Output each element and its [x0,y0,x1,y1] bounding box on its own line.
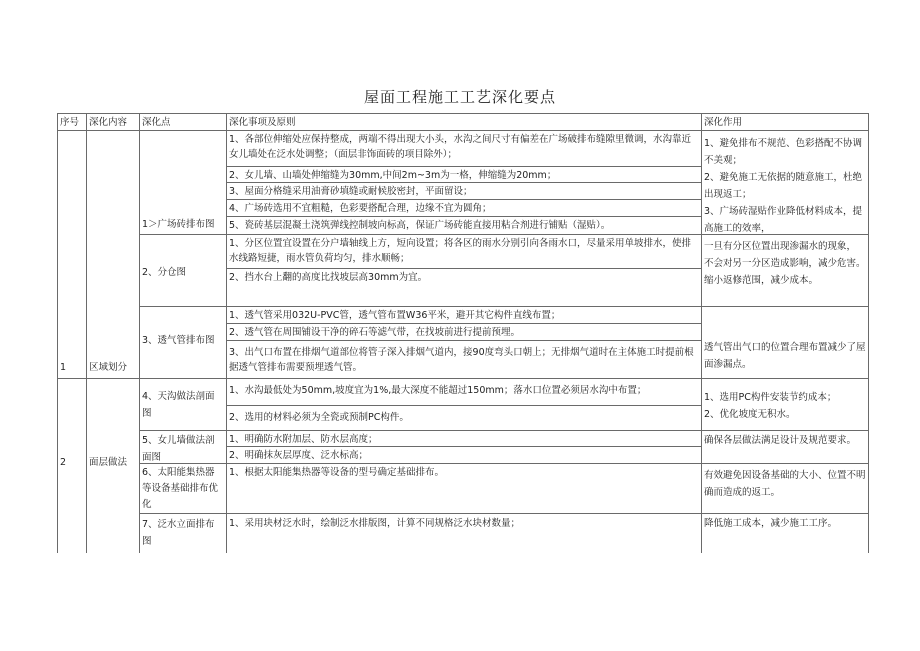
section-seq: 2 [57,379,87,553]
point-cell: 6、太阳能集热器等设备基础排布优化 [140,464,227,514]
header-effect: 深化作用 [702,113,869,131]
point-cell: 4、天沟做法剖面图 [140,379,227,431]
section-seq: 1 [57,131,87,379]
item-row: 1、明确防水附加层、防水层高度； [227,431,702,447]
effect-cell: 1、避免排布不规范、色彩搭配不协调不美观； 2、避免施工无依据的随意施工，杜绝出现返工； 3、广场砖湿贴作业降低材料成本，提高施工的效率， [702,131,869,235]
item-row: 1、采用块材泛水时，绘制泛水排版图，计算不同规格泛水块材数量； [227,514,702,553]
effect-cell: 有效避免因设备基础的大小、位置不明确而造成的返工。 [702,464,869,514]
effect-cell: 一旦有分区位置出现渗漏水的现象， 不会对另一分区造成影响，减少危害。缩小返修范围，减少成本。 [702,235,869,307]
section-content: 面层做法 [87,379,140,553]
item-row: 4、广场砖选用不宜粗糙，色彩要搭配合理，边缘不宜为圆角； [227,200,702,217]
item-row: 2、挡水台上翻的高度比找坡层高30mm为宜。 [227,269,702,307]
point-cell: 2、分仓图 [140,235,227,307]
point-cell: 5、女儿墙做法剖面图 [140,431,227,464]
header-items: 深化事项及原则 [227,113,702,131]
effect-cell: 透气管出气口的位置合理布置减少了屋面渗漏点。 [702,307,869,379]
document-title: 屋面工程施工工艺深化要点 [363,88,556,106]
requirements-table [57,113,869,553]
item-row: 1、水沟最低处为50mm,坡度宜为1%,最大深度不能超过150mm；落水口位置必须居水沟中布置； [227,379,702,406]
header-seq: 序号 [57,113,87,131]
effect-cell: 降低施工成本，减少施工工序。 [702,514,869,553]
effect-cell: 1、选用PC构件安装节约成本； 2、优化坡度无积水。 [702,379,869,431]
item-row: 2、透气管在周围铺设干净的碎石等滤气带，在找坡前进行提前预埋。 [227,324,702,341]
item-row: 3、屋面分格缝采用油膏砂填缝或耐候胶密封，平面留设； [227,183,702,200]
header-content: 深化内容 [87,113,140,131]
item-row: 2、选用的材料必须为全瓷或预制PC构件。 [227,406,702,431]
point-cell: 7、泛水立面排布图 [140,514,227,553]
item-row: 5、瓷砖基层混凝土浇筑弹线控制坡向标高，保证广场砖能直接用粘合剂进行铺贴（湿贴）。 [227,217,702,235]
point-cell: 3、透气管排布图 [140,307,227,379]
section-content: 区域划分 [87,131,140,379]
item-row: 1、分区位置宜设置在分户墙轴线上方，短向设置；将各区的雨水分别引向各雨水口，尽量采用单坡排水，使排水线路短捷，雨水管负荷均匀，排水顺畅； [227,235,702,269]
item-row: 2、女儿墙、山墙处伸缩缝为30mm,中间2m~3m为一格，伸缩缝为20mm； [227,167,702,183]
point-cell: 1＞广场砖排布图 [140,131,227,235]
item-row: 1、透气管采用032U-PVC管，透气管布置W36平米，避开其它构件直线布置； [227,307,702,324]
item-row: 1、各部位伸缩处应保持整成，两端不得出现大小头，水沟之间尺寸有偏差在广场破排布缝隙里微调，水沟靠近女儿墙处在泛水处调整；（面层非饰面砖的项目除外）； [227,131,702,167]
header-point: 深化点 [140,113,227,131]
item-row: 3、出气口布置在排烟气道部位将管子深入排烟气道内，接90度弯头口朝上；无排烟气道时在主体施工时提前根据透气管排布需要预埋透气管。 [227,341,702,379]
item-row: 2、明确抹灰层厚度、泛水标高； [227,447,702,464]
effect-cell: 确保各层做法满足设计及规范要求。 [702,431,869,464]
item-row: 1、根据太阳能集热器等设备的型号确定基础排布。 [227,464,702,514]
